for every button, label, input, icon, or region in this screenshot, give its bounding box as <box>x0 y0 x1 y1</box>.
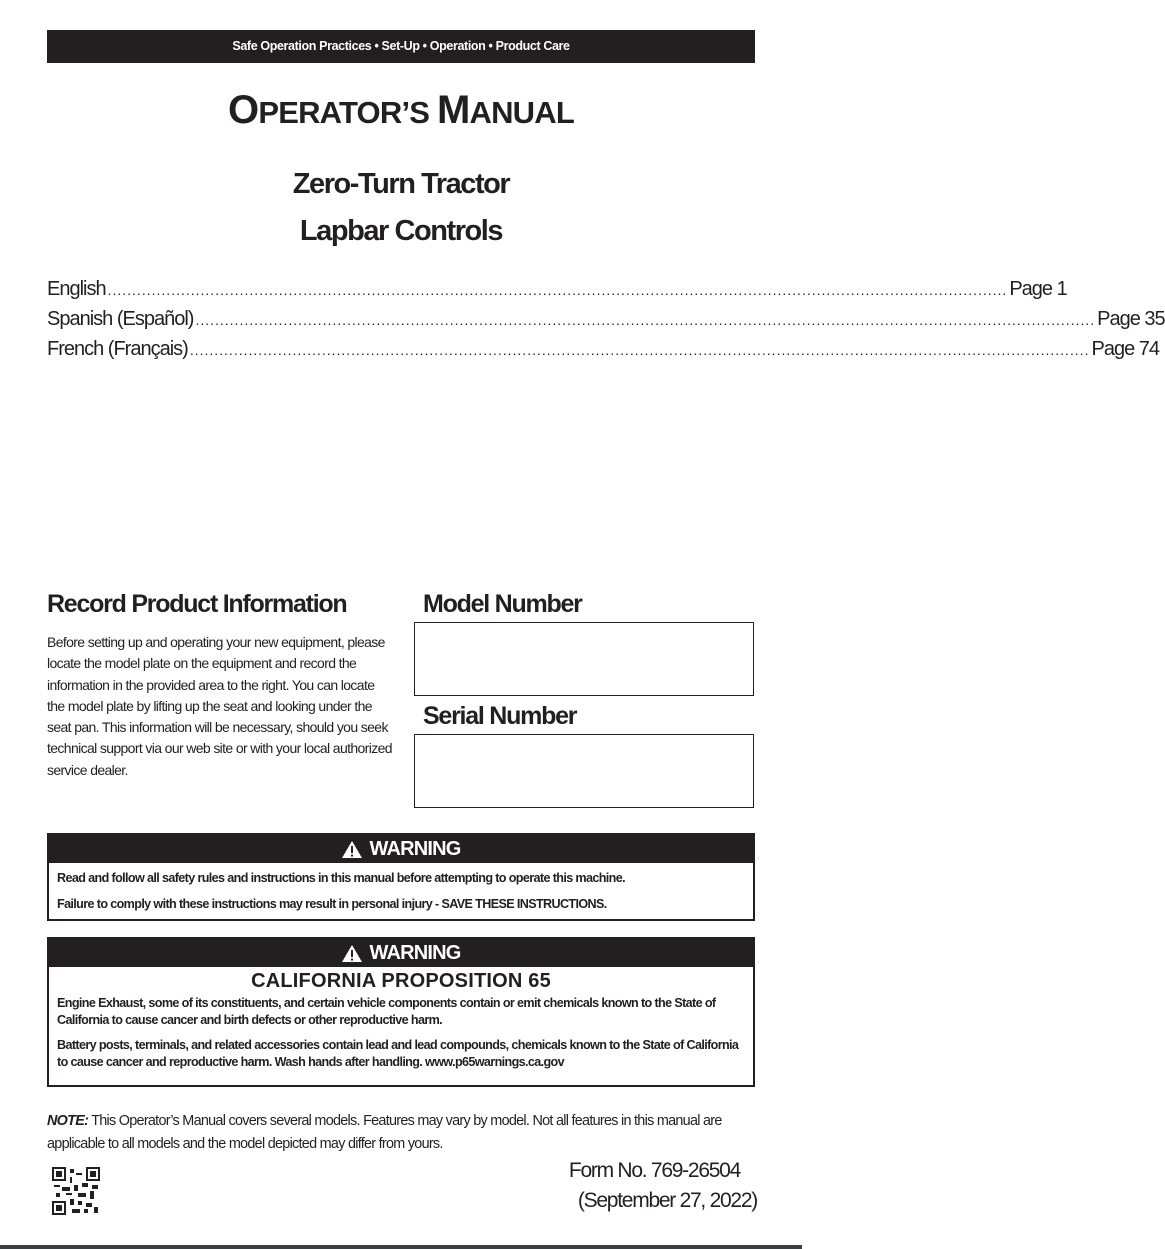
toc-leader: ........................................................................................................................................................................................ <box>195 312 1096 328</box>
warning-header <box>49 939 753 967</box>
warning-line: Read and follow all safety rules and instructions in this manual before attempting to operate this machine. <box>57 871 625 885</box>
record-heading: Record Product Information <box>47 590 347 618</box>
form-date: (September 27, 2022) <box>577 1189 757 1212</box>
toc-label: English <box>47 278 106 300</box>
qr-code-icon[interactable] <box>52 1167 100 1215</box>
warning-paragraph: Battery posts, terminals, and related accessories contain lead and lead compounds, chemicals known to the State of California to cause cancer and reproductive harm. Wash hands after handling. www.p65warnings.ca.gov <box>57 1038 739 1069</box>
toc-page: Page 35 <box>1097 308 1165 330</box>
warning-triangle-icon <box>341 840 363 859</box>
note-paragraph <box>47 1110 757 1156</box>
record-instructions: Before setting up and operating your new equipment, please locate the model plate on the equipment and record the information in the provided area to the right. You can locate the model plate by lifting up the seat and looking under the seat pan. This information will be necessary, should you seek technical support via our web site or with your local authorized service dealer. <box>47 634 392 778</box>
prop65-warning-box <box>47 937 755 1087</box>
safety-warning-box <box>47 833 755 921</box>
page-title <box>0 88 802 133</box>
warning-line: Failure to comply with these instructions may result in personal injury - SAVE THESE INSTRUCTIONS. <box>57 897 607 911</box>
subtitle-line: Zero-Turn Tractor <box>292 168 510 200</box>
warning-header <box>49 835 753 863</box>
model-number-field[interactable] <box>414 622 754 696</box>
note-text: This Operator’s Manual covers several models. Features may vary by model. Not all features in this manual are applicable to all models and the model depicted may differ from yours. <box>47 1113 722 1152</box>
subtitle-line: Lapbar Controls <box>299 215 503 247</box>
model-number-heading: Model Number <box>423 590 582 618</box>
serial-number-heading: Serial Number <box>423 702 577 730</box>
warning-label: WARNING <box>369 838 461 860</box>
toc-page: Page 1 <box>1009 278 1067 300</box>
title-part: PERATOR’S <box>258 95 437 130</box>
header-bar: Safe Operation Practices • Set-Up • Operation • Product Care <box>47 30 755 63</box>
page-bottom-border <box>0 1245 802 1249</box>
prop65-heading: CALIFORNIA PROPOSITION 65 <box>251 970 551 992</box>
toc-label: Spanish (Español) <box>47 308 194 330</box>
note-label: NOTE: <box>47 1113 89 1129</box>
serial-number-field[interactable] <box>414 734 754 808</box>
toc-entry-french[interactable] <box>47 338 1160 366</box>
warning-paragraph: Engine Exhaust, some of its constituents, and certain vehicle components contain or emit chemicals known to the State of California to cause cancer and birth defects or other reproductive harm. <box>57 996 716 1027</box>
toc-entry-english[interactable] <box>47 278 1067 306</box>
title-part: O <box>228 88 259 132</box>
title-part: M <box>436 88 470 132</box>
toc-page: Page 74 <box>1091 338 1160 360</box>
title-part: ANUAL <box>469 95 574 130</box>
warning-triangle-icon <box>341 944 363 963</box>
toc-leader: ........................................................................................................................................................................................ <box>189 342 1090 358</box>
toc-leader: ........................................................................................................................................................................................ <box>107 282 1008 298</box>
form-number: Form No. 769-26504 <box>568 1159 740 1182</box>
toc-entry-spanish[interactable] <box>47 308 1165 336</box>
warning-label: WARNING <box>369 942 461 964</box>
toc-label: French (Français) <box>47 338 188 360</box>
